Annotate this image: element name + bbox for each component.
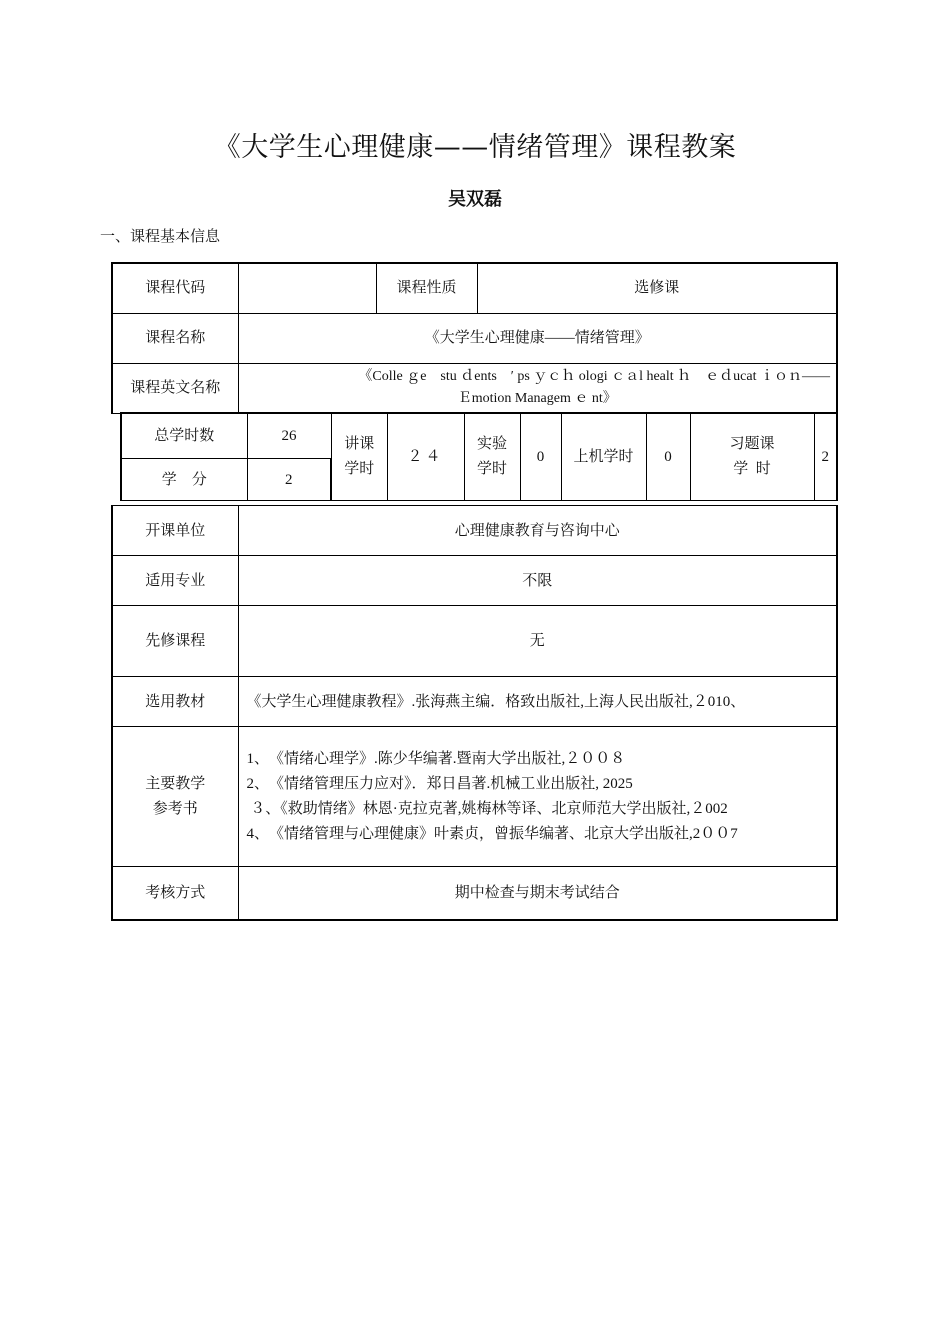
lecture-hours-value: ２４ [387, 413, 464, 501]
textbook-value: 《大学生心理健康教程》.张海燕主编．格致出版社,上海人民出版社,２010、 [238, 677, 837, 727]
course-details-table [111, 505, 838, 921]
english-name-label: 课程英文名称 [112, 363, 238, 413]
lab-hours-label-line-1: 实验 [476, 435, 507, 452]
computer-hours-value: 0 [646, 413, 690, 501]
course-code-value [238, 263, 376, 313]
total-hours-label: 总学时数 [121, 413, 247, 459]
exercise-hours-label [690, 413, 814, 501]
course-nature-label: 课程性质 [376, 263, 477, 313]
total-hours-value: 26 [247, 413, 331, 459]
table-row [112, 867, 837, 920]
table-row [112, 556, 837, 606]
references-label-line-1: 主要教学 [145, 775, 206, 792]
references-label [112, 727, 238, 867]
course-name-label: 课程名称 [112, 313, 238, 363]
prerequisite-label: 先修课程 [112, 606, 238, 677]
table-row [112, 606, 837, 677]
assessment-value: 期中检查与期末考试结合 [238, 867, 837, 920]
author-name: 吴双磊 [448, 189, 502, 210]
applicable-major-value: 不限 [238, 556, 837, 606]
document-title: 《大学生心理健康——情绪管理》课程教案 [213, 132, 737, 163]
english-name-value [238, 363, 837, 413]
lab-hours-label [464, 413, 520, 501]
applicable-major-label: 适用专业 [112, 556, 238, 606]
english-name-line-2: Ｅmotion Managem ｅ nt》 [457, 391, 617, 406]
table-row [112, 263, 837, 313]
reference-item: 4、 《情绪管理与心理健康》叶素贞，曾振华编著、北京大学出版社,2００7 [246, 825, 738, 842]
credit-value: 2 [247, 459, 331, 501]
textbook-label: 选用教材 [112, 677, 238, 727]
english-name-line-1: 《Colle ｇe stu ｄents ′ ps ｙｃｈ ologi ｃａl healt ｈ ｅｄucat ｉｏｎ—— [358, 369, 830, 384]
credit-label: 学 分 [121, 459, 247, 501]
lecture-hours-label-line-2: 学时 [344, 460, 375, 477]
computer-hours-label: 上机学时 [561, 413, 646, 501]
exercise-hours-value: 2 [814, 413, 837, 501]
references-list [238, 727, 837, 867]
section-heading: 一、课程基本信息 [100, 229, 221, 245]
reference-item: 2、 《情绪管理压力应对》．郑日昌著.机械工业出版社, 2025 [246, 775, 633, 792]
references-label-line-2: 参考书 [152, 800, 198, 817]
lab-hours-value: 0 [520, 413, 561, 501]
assessment-label: 考核方式 [112, 867, 238, 920]
offering-unit-value: 心理健康教育与咨询中心 [238, 506, 837, 556]
table-row [112, 677, 837, 727]
table-row [112, 313, 837, 363]
prerequisite-value: 无 [238, 606, 837, 677]
course-name-value: 《大学生心理健康——情绪管理》 [238, 313, 837, 363]
course-code-label: 课程代码 [112, 263, 238, 313]
reference-item: ３、《救助情绪》林恩·克拉克著,姚梅林等译、北京师范大学出版社,２002 [246, 800, 728, 817]
course-info-table [111, 262, 838, 414]
lecture-hours-label-line-1: 讲课 [344, 435, 375, 452]
lab-hours-label-line-2: 学时 [476, 460, 507, 477]
lecture-hours-label [331, 413, 387, 501]
exercise-hours-label-line-1: 习题课 [729, 435, 775, 452]
offering-unit-label: 开课单位 [112, 506, 238, 556]
exercise-hours-label-line-2: 学 时 [733, 460, 771, 477]
reference-item: 1、 《情绪心理学》.陈少华编著.暨南大学出版社,２００８ [246, 750, 626, 767]
table-row [112, 506, 837, 556]
table-row [112, 727, 837, 867]
hours-table [120, 412, 838, 501]
table-row [121, 413, 837, 459]
course-nature-value: 选修课 [477, 263, 837, 313]
table-row [112, 363, 837, 413]
